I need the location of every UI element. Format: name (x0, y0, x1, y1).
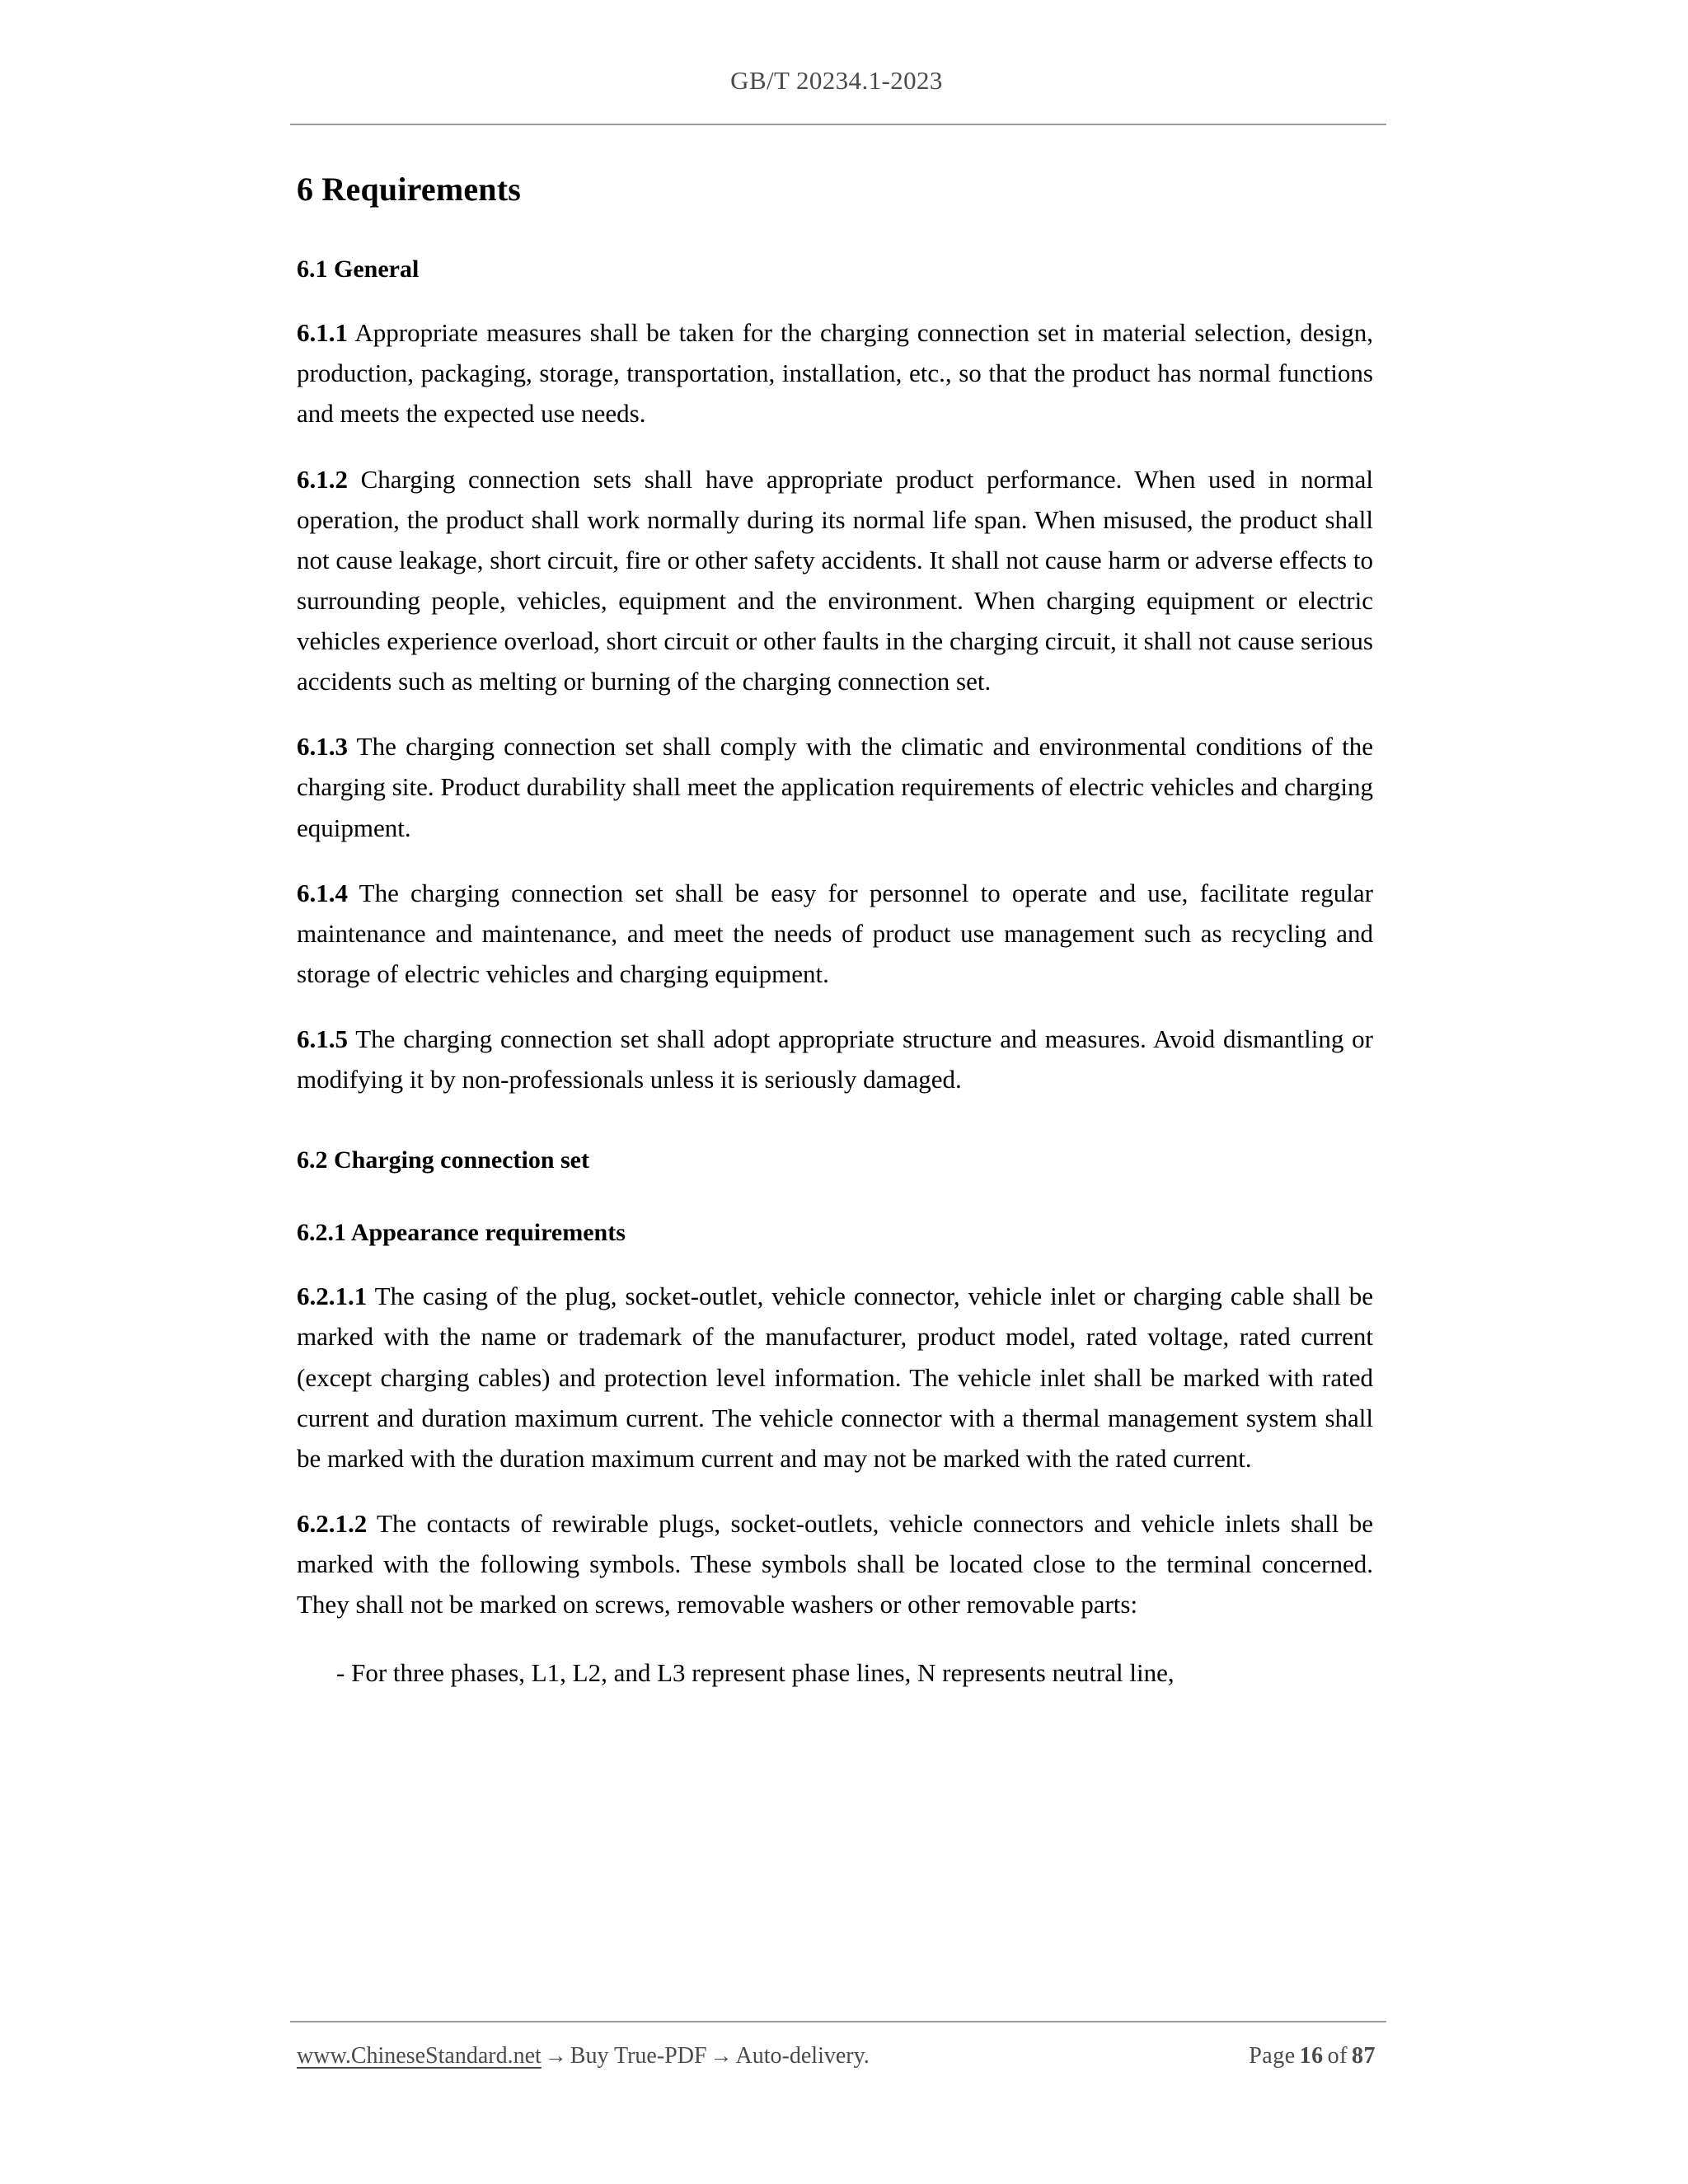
paragraph-6-1-3 (297, 726, 1373, 847)
paragraph-6-2-1-2 (297, 1503, 1373, 1624)
of-label: of (1327, 2043, 1348, 2069)
arrow-right-icon: → (544, 2043, 567, 2068)
clause-text-6-1-5: The charging connection set shall adopt appropriate structure and measures. Avoid dismantling or modifying it by non-professionals unless it is seriously damaged. (297, 1024, 1373, 1094)
document-body (297, 170, 1373, 1693)
total-page-count: 87 (1352, 2043, 1376, 2069)
header-divider (290, 124, 1386, 125)
footer-divider (290, 2021, 1386, 2022)
footer-buy-label: Buy True-PDF (570, 2043, 707, 2069)
page-label: Page (1249, 2043, 1296, 2069)
list-item: - For three phases, L1, L2, and L3 represent phase lines, N represents neutral line, (336, 1658, 1175, 1688)
paragraph-6-1-5 (297, 1019, 1373, 1099)
clause-number-6-1-3: 6.1.3 (297, 732, 348, 762)
section-heading-6-2: 6.2 Charging connection set (297, 1146, 589, 1174)
symbol-definition-list (297, 1652, 1373, 1693)
clause-number-6-1-1: 6.1.1 (297, 318, 348, 348)
clause-text-6-1-2: Charging connection sets shall have appropriate product performance. When used in normal operation, the product shall work normally during its normal life span. When misused, the product shall not cause leakage, short circuit, fire or other safety accidents. It shall not cause harm or adverse effects to surrounding people, vehicles, equipment and the environment. When charging equipment or electric vehicles experience overload, short circuit or other faults in the charging circuit, it shall not cause serious accidents such as melting or burning of the charging connection set. (297, 464, 1373, 696)
paragraph-6-1-1 (297, 312, 1373, 434)
arrow-right-icon-2: → (710, 2043, 733, 2068)
paragraph-6-1-2 (297, 459, 1373, 702)
standard-number: GB/T 20234.1-2023 (730, 66, 943, 95)
page-header (290, 68, 1383, 93)
clause-text-6-1-4: The charging connection set shall be easy for personnel to operate and use, facilitate regular maintenance and maintenance, and meet the needs of product use management such as recycling and storage of electric vehicles and charging equipment. (297, 878, 1373, 988)
clause-text-6-1-1: Appropriate measures shall be taken for the charging connection set in material selection, design, production, packaging, storage, transportation, installation, etc., so that the product has normal functions and meets the expected use needs. (297, 318, 1373, 429)
clause-number-6-2-1-1: 6.2.1.1 (297, 1282, 368, 1311)
clause-number-6-1-5: 6.1.5 (297, 1024, 348, 1054)
clause-text-6-2-1-2: The contacts of rewirable plugs, socket-outlets, vehicle connectors and vehicle inlets shall be marked with the following symbols. These symbols shall be located close to the terminal concerned. They shall not be marked on screws, removable washers or other removable parts: (297, 1508, 1373, 1619)
paragraph-6-1-4 (297, 873, 1373, 994)
clause-number-6-1-4: 6.1.4 (297, 878, 348, 907)
section-heading-6-2-1: 6.2.1 Appearance requirements (297, 1219, 626, 1247)
clause-text-6-2-1-1: The casing of the plug, socket-outlet, vehicle connector, vehicle inlet or charging cable shall be marked with the name or trademark of the manufacturer, product model, rated voltage, rated current (except charging cables) and protection level information. The vehicle inlet shall be marked with rated current and duration maximum current. The vehicle connector with a thermal management system shall be marked with the duration maximum current and may not be marked with the rated current. (297, 1282, 1373, 1473)
footer-promo (297, 2042, 870, 2070)
paragraph-6-2-1-1 (297, 1276, 1373, 1479)
footer-delivery-label: Auto-delivery. (735, 2043, 870, 2069)
page-footer (297, 2042, 1386, 2070)
page-indicator (1249, 2042, 1386, 2070)
clause-number-6-2-1-2: 6.2.1.2 (297, 1508, 368, 1538)
section-heading-6-1: 6.1 General (297, 255, 420, 284)
clause-number-6-1-2: 6.1.2 (297, 464, 348, 494)
section-heading-6: 6 Requirements (297, 171, 522, 208)
current-page-number: 16 (1299, 2043, 1324, 2069)
website-link[interactable]: www.ChineseStandard.net (297, 2043, 542, 2069)
clause-text-6-1-3: The charging connection set shall comply with the climatic and environmental conditions of the charging site. Product durability shall meet the application requirements of electric vehicles and charging equipment. (297, 732, 1373, 842)
